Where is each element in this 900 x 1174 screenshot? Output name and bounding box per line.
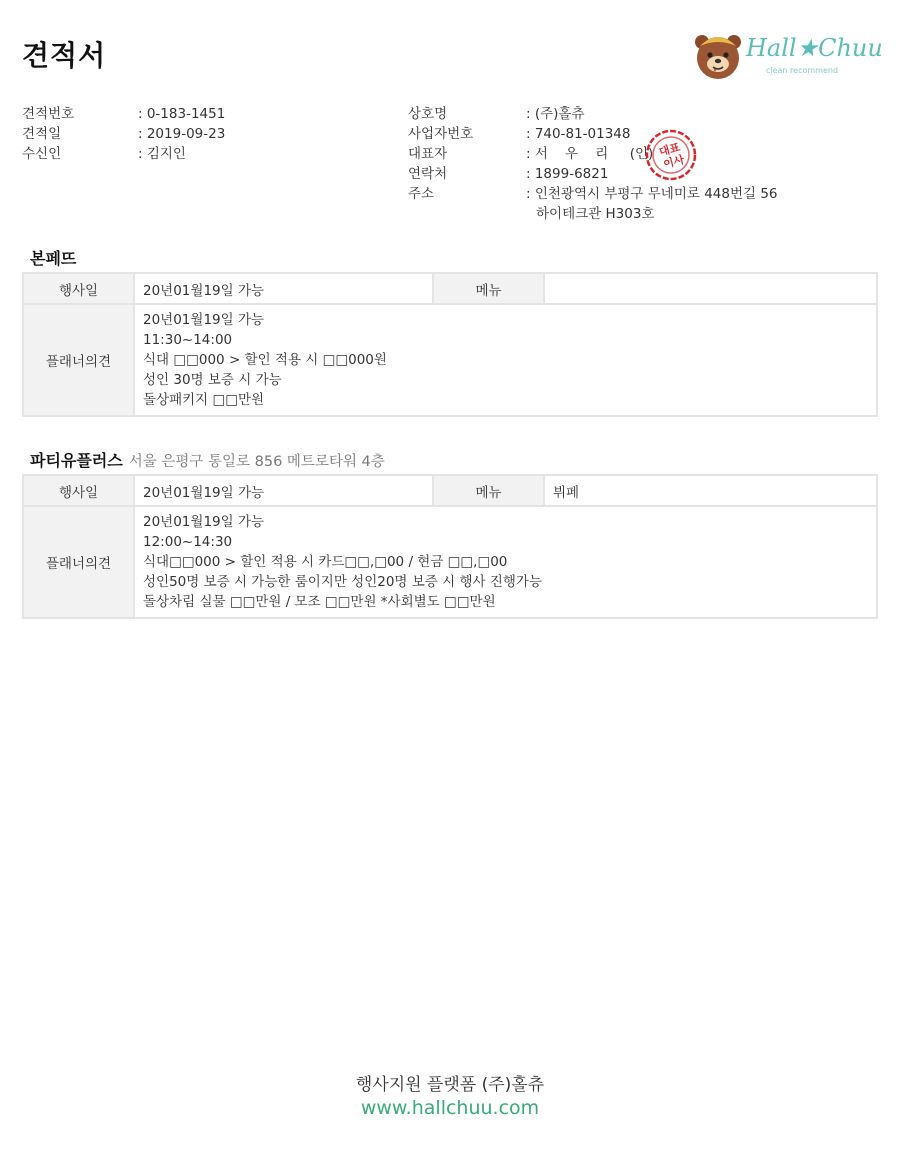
info-value: : 김지인: [138, 146, 186, 162]
quote-date-row: [22, 124, 225, 144]
menu-label: 메뉴: [433, 273, 544, 304]
event-date-label: 행사일: [23, 475, 134, 506]
planner-note-line: 11:30~14:00: [143, 332, 233, 348]
planner-note-line: 12:00~14:30: [143, 534, 233, 550]
planner-note-line: 20년01월19일 가능: [143, 514, 265, 530]
info-label: 수신인: [22, 146, 62, 162]
planner-notes: [134, 304, 877, 416]
info-label: 연락처: [408, 166, 448, 182]
menu-label: 메뉴: [433, 475, 544, 506]
info-value: : 740-81-01348: [526, 126, 631, 142]
info-label: 견적일: [22, 126, 62, 142]
event-date-label: 행사일: [23, 273, 134, 304]
info-label: 사업자번호: [408, 126, 474, 142]
company-seal-stamp-icon: [644, 128, 698, 182]
info-label: 견적번호: [22, 106, 75, 122]
venue-quote-table: [22, 272, 878, 417]
footer-website-link[interactable]: www.hallchuu.com: [360, 1097, 540, 1119]
event-date-value: 20년01월19일 가능: [134, 475, 433, 506]
planner-note-line: 돌상차림 실물 □□만원 / 모조 □□만원 *사회별도 □□만원: [143, 594, 496, 610]
planner-note-line: 식대□□000 > 할인 적용 시 카드□□,□00 / 현금 □□,□00: [143, 554, 508, 570]
hallchuu-logo: [692, 30, 883, 82]
bear-mascot-icon: [692, 30, 744, 82]
planner-note-line: 20년01월19일 가능: [143, 312, 265, 328]
planner-label: 플래너의견: [23, 304, 134, 416]
event-date-row: [23, 273, 877, 304]
address-line2: [408, 204, 778, 224]
svg-text:대표: 대표: [657, 140, 682, 159]
planner-label: 플래너의견: [23, 506, 134, 618]
event-date-value: 20년01월19일 가능: [134, 273, 433, 304]
planner-note-line: 성인 30명 보증 시 가능: [143, 372, 282, 388]
document-title: 견적서: [22, 39, 107, 72]
contact-row: [408, 164, 778, 184]
info-label: 주소: [408, 186, 435, 202]
info-value: : 0-183-1451: [138, 106, 226, 122]
planner-note-line: 성인50명 보증 시 가능한 룸이지만 성인20명 보증 시 행사 진행가능: [143, 574, 543, 590]
venue-name: 본페뜨: [30, 249, 77, 268]
quote-number-row: [22, 104, 225, 124]
company-info: [408, 104, 778, 224]
footer-company: 행사지원 플랫폼 (주)홀츄: [355, 1075, 545, 1095]
menu-value: [544, 273, 877, 304]
info-value: : 인천광역시 부평구 무네미로 448번길 56: [526, 186, 778, 202]
info-label: 상호명: [408, 106, 448, 122]
address-row: [408, 184, 778, 204]
info-label: 대표자: [408, 146, 448, 162]
menu-value: 뷔페: [544, 475, 877, 506]
planner-note-line: 돌상패키지 □□만원: [143, 392, 265, 408]
logo-tagline: clean recommend: [766, 66, 839, 75]
venue-address: 서울 은평구 통일로 856 메트로타워 4층: [128, 454, 385, 470]
venue-name: 파티유플러스: [30, 451, 123, 470]
recipient-row: [22, 144, 225, 164]
venue-title: [30, 448, 385, 471]
info-value: : 2019-09-23: [138, 126, 226, 142]
address-line2-text: 하이테크관 H303호: [536, 206, 655, 222]
planner-notes: [134, 506, 877, 618]
client-info: [22, 104, 225, 164]
business-number-row: [408, 124, 778, 144]
info-value: : 서 우 리 (인): [526, 146, 654, 162]
representative-row: [408, 144, 778, 164]
event-date-row: [23, 475, 877, 506]
info-value: : (주)홀츄: [526, 106, 585, 122]
planner-row: [23, 506, 877, 618]
venue-quote-table: [22, 474, 878, 619]
planner-row: [23, 304, 877, 416]
logo-brand-text: Hall★Chuu: [746, 34, 883, 62]
company-name-row: [408, 104, 778, 124]
venue-title: [30, 246, 76, 269]
planner-note-line: 식대 □□000 > 할인 적용 시 □□000원: [143, 352, 387, 368]
svg-text:이사: 이사: [661, 152, 686, 172]
info-value: : 1899-6821: [526, 166, 609, 182]
